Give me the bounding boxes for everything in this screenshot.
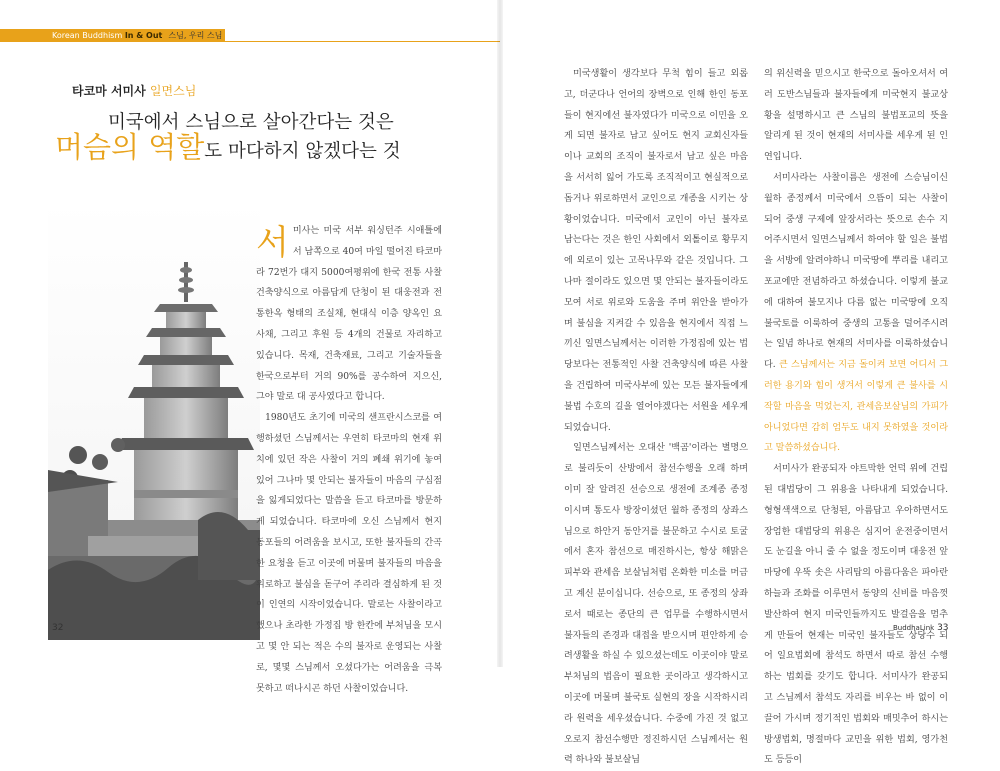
section-header [52,29,222,42]
paragraph-text: 서미사라는 사찰이름은 생전에 스승님이신 월하 종정께서 미국에서 으뜸이 되는 사찰이 되어 중생 구제에 앞장서라는 뜻으로 손수 지어주시면서 일면스님께서 하여야 할 일은 불법을 서방에 알려야하니 미국땅에 뿌리를 내리고 포교에만 전념하라고 하셨습니다. 이렇게 불교에 대하여 불모지나 다름 없는 미국땅에 오직 불국토를 이룩하여 중생의 고통을 덜어주시려는 일념 하나로 현재의 서미사를 이룩하셨습니다. [764,172,948,371]
left-page [0,0,500,694]
highlighted-quote: 큰 스님께서는 지금 돌이켜 보면 어디서 그러한 용기와 힘이 생겨서 이렇게 큰 불사를 시작할 마음을 먹었는지, 관세음보살님의 가피가 아니었다면 감히 엄두도 내지 못하였을 것이라고 말씀하셨습니다. [764,360,948,454]
paragraph [256,221,442,408]
drop-cap: 서 [256,223,289,263]
page-number-right [893,623,949,633]
headline-rest: 도 마다하지 않겠다는 것 [204,141,401,162]
paragraph: 의 위신력을 믿으시고 한국으로 돌아오셔서 여러 도반스님들과 불자들에게 미국현지 불교상황을 설명하시고 큰 스님의 불법포교의 뜻을 알리게 된 것이 현재의 서미사를 세우게 된 인연입니다. [764,69,948,163]
pagoda-photo [48,200,260,640]
author-line [72,82,196,99]
author-temple: 타코마 서미사 [72,84,146,98]
section-label: Korean Buddhism [52,31,125,40]
book-gutter [497,0,503,667]
author-name: 일면스님 [149,84,197,98]
paragraph: 서미사가 완공되자 야트막한 언덕 위에 건립된 대법당이 그 위용을 나타내게 되었습니다. 형형색색으로 단청된, 아름답고 우아하면서도 장엄한 대법당의 위용은 심지어 운전중이면서도 눈길을 아니 줄 수 없을 정도이며 대웅전 앞마당에 우뚝 솟은 사리탑의 아름다움은 파아란 하늘과 조화를 이루면서 동양의 신비를 마음껏 발산하여 현지 미국인들까지도 발걸음을 멈추게 만들어 현재는 미국인 불자들도 상당수 되어 일요법회에 참석도 하면서 따로 참선 수행하는 법회를 갖기도 합니다. 서미사가 완공되고 스님께서 참석도 자리를 비우는 바 없이 이끌어 가시며 정기적인 법회와 매밋추어 하시는 방생법회, 명절마다 교민을 위한 법회, 영가천도 등등이 [764,464,948,766]
page-number-left: 32 [52,623,64,633]
paragraph-text: 미사는 미국 서부 워싱턴주 시애틀에서 남쪽으로 40여 마일 떨어진 타코마라 72번가 대지 5000여평위에 한국 전통 사찰 건축양식으로 아름답게 단청이 된 대웅전과 전통한옥 형태의 조실채, 현대식 이층 양옥인 요사채, 그리고 후원 등 4개의 건물로 자리하고 있습니다. 목재, 건축재료, 그리고 기술자들을 한국으로부터 거의 90%를 공수하여 지으신, 그야 말로 대 공사였다고 합니다. [256,226,442,403]
paragraph [764,168,948,459]
headline-emphasis: 머슴의 역할 [55,130,205,164]
magazine-brand: BuddhaLink [893,624,935,632]
paragraph: 1980년도 초기에 미국의 샌프란시스코를 여행하셨던 스님께서는 우연히 타코마의 현재 위치에 있던 작은 사찰이 거의 폐쇄 위기에 놓여 있어 그나마 몇 안되는 불자들이 마음의 구심점을 잃게되었다는 말씀을 듣고 타코마를 방문하게 되었습니다. 타코마에 오신 스님께서 현지 동포들의 어려움을 보시고, 또한 불자들의 간곡한 요청을 듣고 이곳에 머물며 불자들의 마음을 위로하고 불심을 돋구어 주리라 결심하게 된 것이 인연의 시작이었습니다. 말로는 사찰이라고 했으나 초라한 가정집 방 한칸에 부처님을 모시고 몇 안 되는 적은 수의 불자로 운영되는 사찰로, 몇몇 스님께서 오셨다가는 어려움을 극복 못하고 떠나시곤 하던 사찰이었습니다. [256,413,442,694]
header-rule [225,41,500,42]
headline-line-1: 미국에서 스님으로 살아간다는 것은 [108,112,394,133]
page-number-right-value: 33 [937,623,949,633]
pagoda-photo-graphic [48,200,260,640]
section-suffix: In & Out [124,31,163,40]
section-subtitle: 스님, 우리 스님 [168,31,223,40]
column-3 [764,64,948,771]
column-1 [256,221,442,699]
headline-line-2 [55,131,401,168]
column-2 [564,64,748,771]
paragraph: 일면스님께서는 오대산 '백곰'이라는 별명으로 불리듯이 산방에서 참선수행을 오래 하며 이미 잘 알려진 선승으로 생전에 조계종 종정이시며 통도사 방장이셨던 월하 종정의 상좌스님으로 하안거 동안거를 불문하고 수시로 토굴에서 혼자 참선으로 매진하시는, 항상 해맑은 피부와 관세음 보살님처럼 온화한 미소를 머금고 계신 분이십니다. 선승으로, 또 종정의 상좌로서 때로는 종단의 큰 업무를 수행하시면서 불자들의 존경과 대접을 받으시며 편안하게 승려생활을 하실 수 있으셨는데도 이곳이야 말로 부처님의 법음이 필요한 곳이라고 생각하시고 이곳에 머물며 불국토 실현의 장을 시작하시리라 원력을 세우셨습니다. 수중에 가진 것 없고 오로지 참선수행만 정진하시던 스님께서는 원력 하나와 불보살님 [564,443,748,766]
paragraph: 미국생활이 생각보다 무척 힘이 들고 외롭고, 더군다나 언어의 장벽으로 인해 한인 동포들이 현지에선 불자였다가 미국으로 이민을 오게 되면 불자로 남고 싶어도 현지 교회신자들이나 교회의 조직이 불자로서 남고 싶은 마음을 서서히 잃어 가도록 조직적이고 현실적으로 돕거나 위로하면서 교인으로 개종을 시키는 상황이었습니다. 미국에서 교인이 아닌 불자로 남는다는 것은 한인 사회에서 외톨이로 황무지에 외로이 있는 고목나무와 같은 것입니다. 그나마 절이라도 있으면 몇 안되는 불자들이라도 모여 서로 위로와 도움을 주며 위안을 받아가며 불심을 지켜갈 수 있음을 현지에서 직접 느끼신 일면스님께서는 이러한 가정집에 있는 법당보다는 전통적인 사찰 건축양식에 따른 사찰을 건립하여 미국사부에 있는 모든 불자들에게 불법 수호의 길을 열어야겠다는 서원을 세우게 되었습니다. [564,69,748,433]
